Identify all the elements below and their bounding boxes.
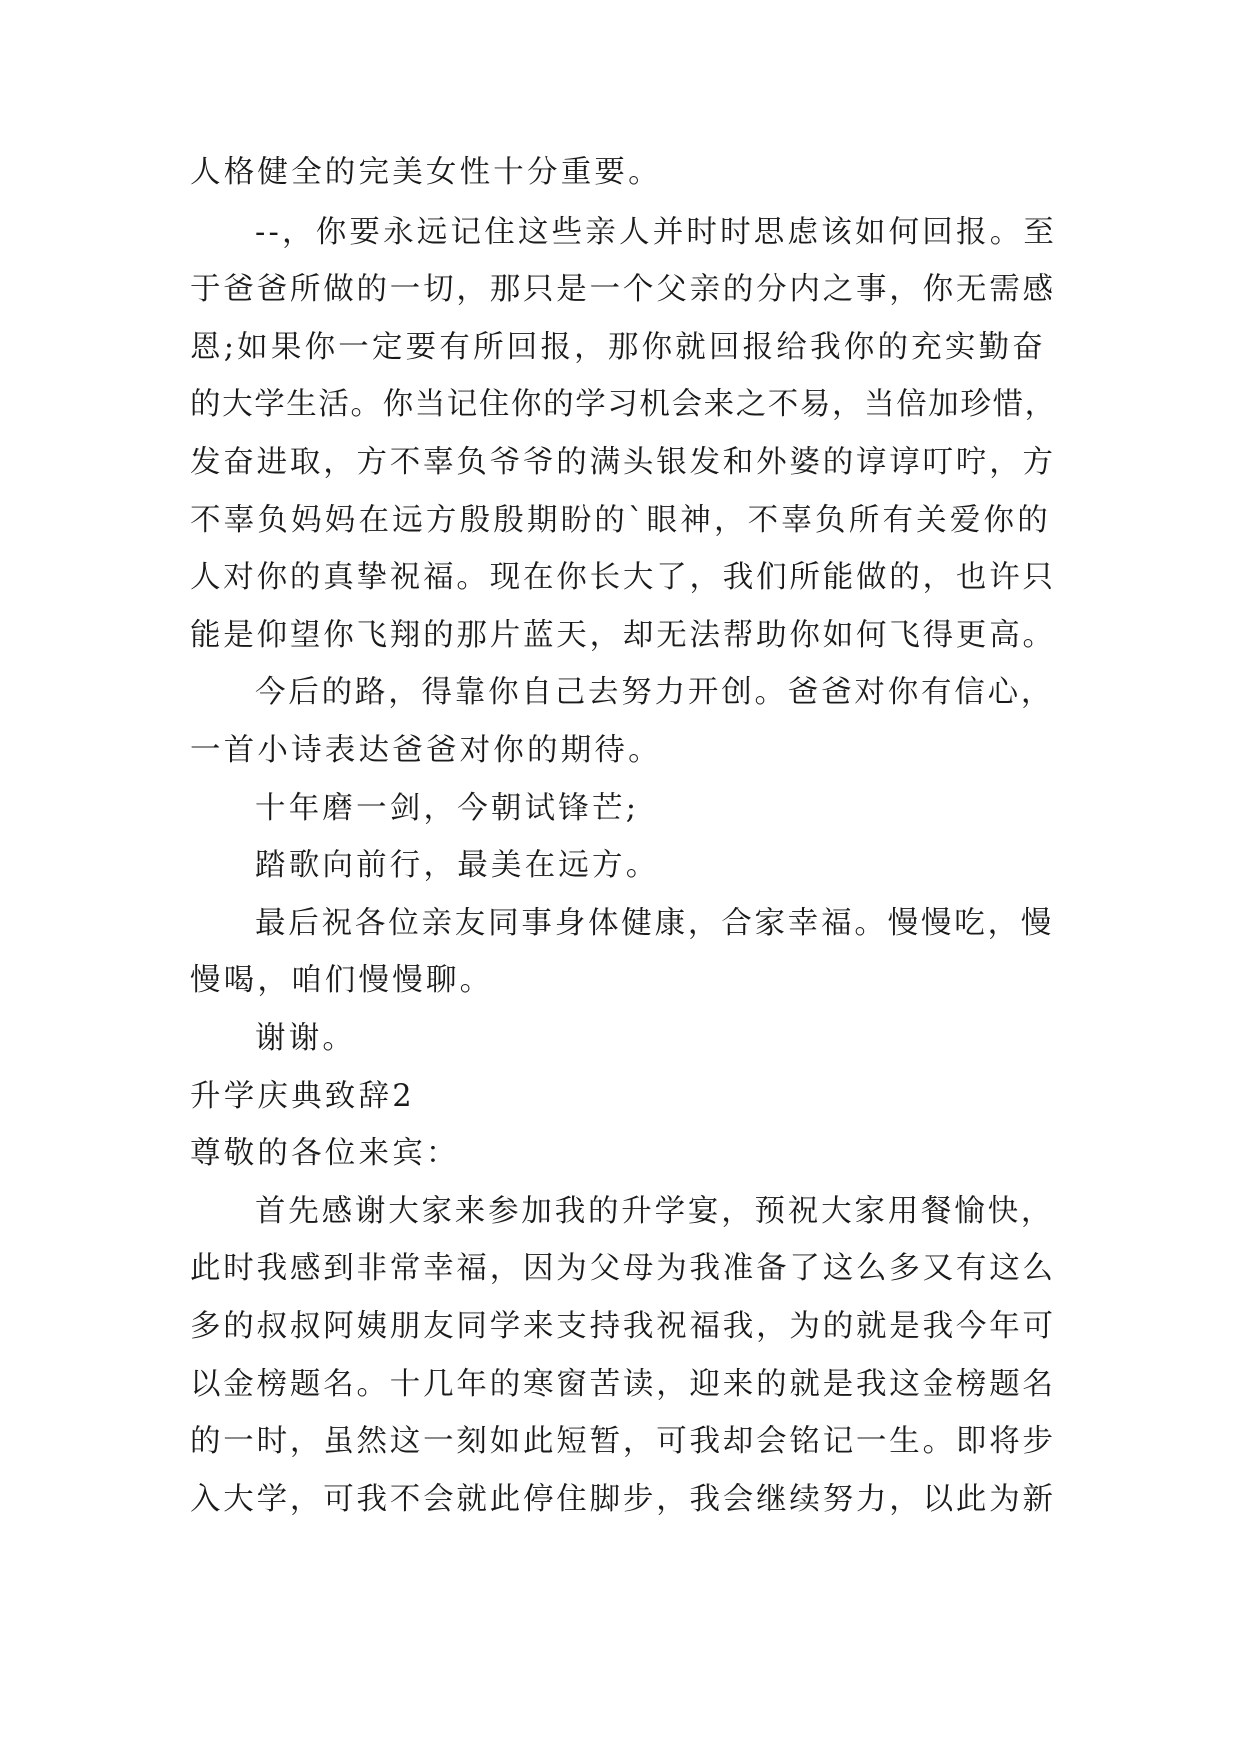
text-line: 最后祝各位亲友同事身体健康，合家幸福。慢慢吃，慢: [255, 906, 1055, 941]
section-heading: 升学庆典致辞2: [190, 1079, 415, 1114]
text-line: 谢谢。: [255, 1021, 357, 1056]
text-line: 的一时，虽然这一刻如此短暂，可我却会铭记一生。即将步: [190, 1424, 1056, 1459]
text-line: 以金榜题名。十几年的寒窗苦读，迎来的就是我这金榜题名: [190, 1367, 1056, 1402]
text-line: 不辜负妈妈在远方殷殷期盼的`眼神，不辜负所有关爱你的: [190, 503, 1051, 538]
text-line: 恩;如果你一定要有所回报，那你就回报给我你的充实勤奋: [190, 330, 1046, 365]
text-line: --，你要永远记住这些亲人并时时思虑该如何回报。至: [255, 215, 1058, 250]
salutation: 尊敬的各位来宾：: [190, 1136, 460, 1171]
text-line: 人格健全的完美女性十分重要。: [190, 155, 662, 190]
text-line: 此时我感到非常幸福，因为父母为我准备了这么多又有这么: [190, 1251, 1056, 1286]
text-line: 十年磨一剑，今朝试锋芒;: [255, 791, 640, 826]
text-line: 发奋进取，方不辜负爷爷的满头银发和外婆的谆谆叮咛，方: [190, 445, 1056, 480]
text-line: 一首小诗表达爸爸对你的期待。: [190, 733, 662, 768]
text-line: 人对你的真挚祝福。现在你长大了，我们所能做的，也许只: [190, 560, 1056, 595]
text-line: 的大学生活。你当记住你的学习机会来之不易，当倍加珍惜，: [190, 387, 1057, 422]
text-line: 入大学，可我不会就此停住脚步，我会继续努力，以此为新: [190, 1482, 1056, 1517]
text-line: 踏歌向前行，最美在远方。: [255, 848, 660, 883]
text-line: 多的叔叔阿姨朋友同学来支持我祝福我，为的就是我今年可: [190, 1309, 1056, 1344]
text-line: 能是仰望你飞翔的那片蓝天，却无法帮助你如何飞得更高。: [190, 618, 1056, 653]
text-line: 慢喝，咱们慢慢聊。: [190, 963, 494, 998]
text-line: 于爸爸所做的一切，那只是一个父亲的分内之事，你无需感: [190, 272, 1056, 307]
text-line: 今后的路，得靠你自己去努力开创。爸爸对你有信心，: [255, 675, 1055, 710]
text-line: 首先感谢大家来参加我的升学宴，预祝大家用餐愉快，: [255, 1194, 1055, 1229]
